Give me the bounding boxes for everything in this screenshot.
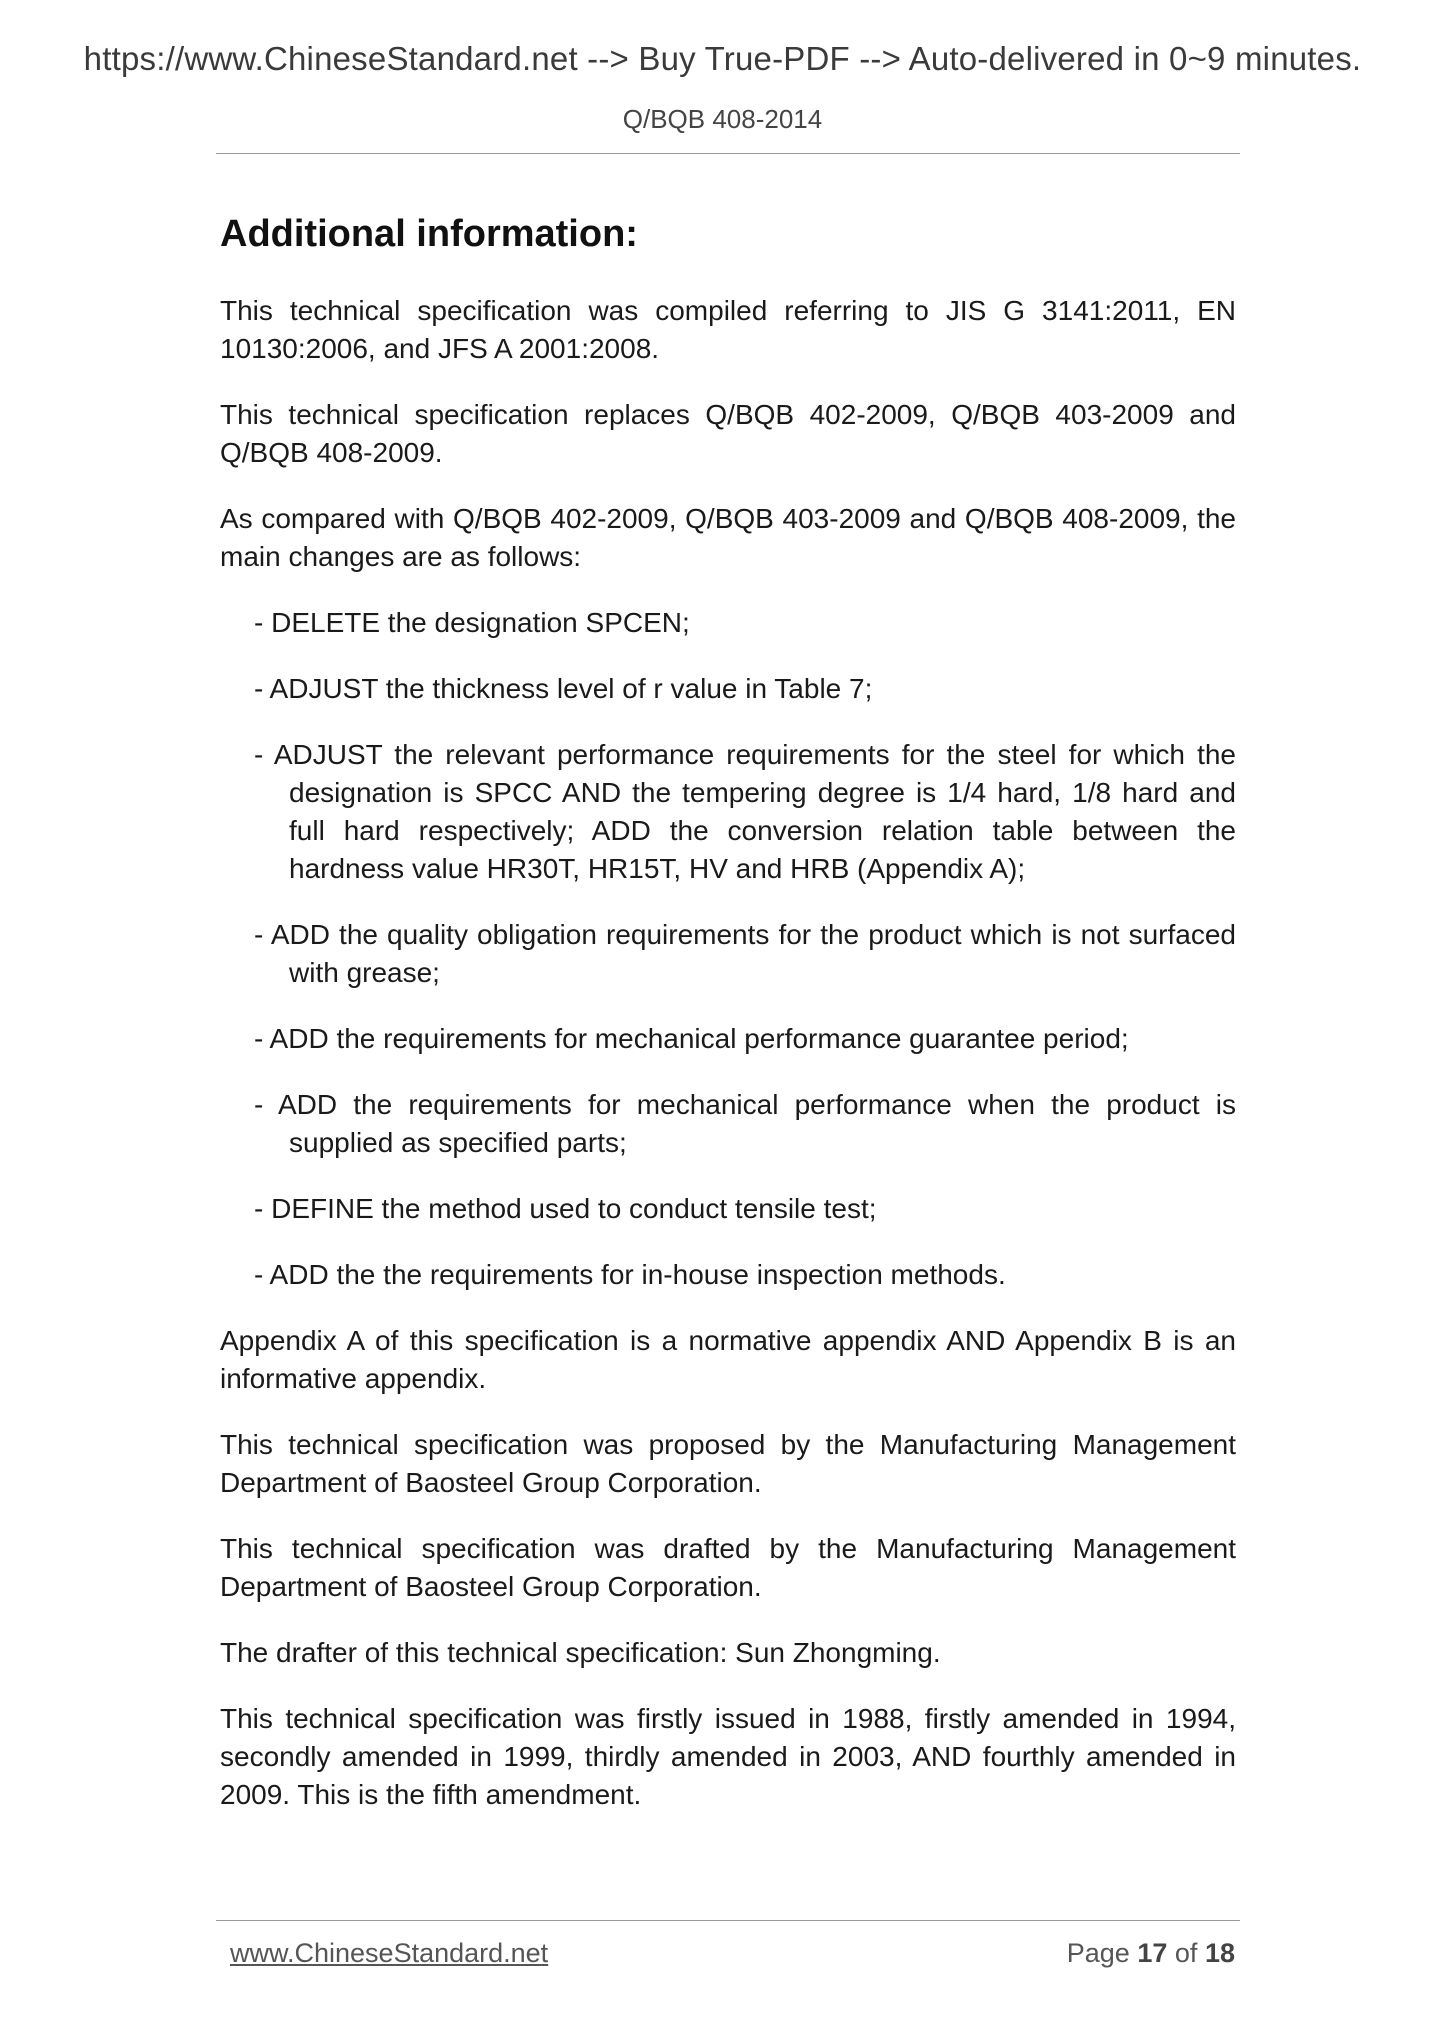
of-label: of bbox=[1174, 1938, 1198, 1968]
current-page: 17 bbox=[1137, 1938, 1168, 1968]
section-heading: Additional information: bbox=[220, 213, 638, 255]
list-item: - ADJUST the thickness level of r value in Table 7; bbox=[254, 673, 873, 704]
header-divider bbox=[216, 153, 1240, 154]
top-banner[interactable]: https://www.ChineseStandard.net --> Buy True-PDF --> Auto-delivered in 0~9 minutes. bbox=[83, 40, 1362, 77]
list-item: - DEFINE the method used to conduct tensile test; bbox=[254, 1193, 877, 1224]
list-item: - ADD the the requirements for in-house inspection methods. bbox=[254, 1259, 1006, 1290]
paragraph: This technical specification was firstly issued in 1988, firstly amended in 1994, secondly amended in 1999, thirdly amended in 2003, AND fourthly amended in 2009. This is the fifth amendment. bbox=[220, 1703, 1236, 1810]
paragraph: As compared with Q/BQB 402-2009, Q/BQB 403-2009 and Q/BQB 408-2009, the main changes are as follows: bbox=[220, 503, 1236, 572]
list-item: - ADD the quality obligation requirements for the product which is not surfaced with grease; bbox=[254, 919, 1236, 988]
paragraph: Appendix A of this specification is a normative appendix AND Appendix B is an informative appendix. bbox=[220, 1325, 1236, 1394]
paragraph: This technical specification was proposed by the Manufacturing Management Department of Baosteel Group Corporation. bbox=[220, 1429, 1236, 1498]
list-item: - ADD the requirements for mechanical performance when the product is supplied as specified parts; bbox=[254, 1089, 1236, 1158]
paragraph: This technical specification replaces Q/BQB 402-2009, Q/BQB 403-2009 and Q/BQB 408-2009. bbox=[220, 399, 1236, 468]
list-item: - ADD the requirements for mechanical performance guarantee period; bbox=[254, 1023, 1129, 1054]
list-item: - DELETE the designation SPCEN; bbox=[254, 607, 690, 638]
footer-website-link[interactable]: www.ChineseStandard.net bbox=[230, 1938, 549, 1968]
document-code: Q/BQB 408-2014 bbox=[622, 104, 823, 134]
page-number bbox=[1067, 1938, 1235, 1969]
changes-list bbox=[220, 604, 1236, 1294]
page-content bbox=[220, 213, 1236, 1842]
paragraph: This technical specification was drafted by the Manufacturing Management Department of Baosteel Group Corporation. bbox=[220, 1533, 1236, 1602]
footer-divider bbox=[216, 1920, 1240, 1921]
total-pages: 18 bbox=[1204, 1938, 1235, 1968]
paragraph: The drafter of this technical specification: Sun Zhongming. bbox=[220, 1637, 941, 1668]
paragraph: This technical specification was compiled referring to JIS G 3141:2011, EN 10130:2006, and JFS A 2001:2008. bbox=[220, 295, 1236, 364]
list-item: - ADJUST the relevant performance requirements for the steel for which the designation is SPCC AND the tempering degree is 1/4 hard, 1/8 hard and full hard respectively; ADD the conversion relation table between the hardness value HR30T, HR15T, HV and HRB (Appendix A); bbox=[254, 739, 1236, 884]
page-label: Page bbox=[1066, 1938, 1130, 1968]
